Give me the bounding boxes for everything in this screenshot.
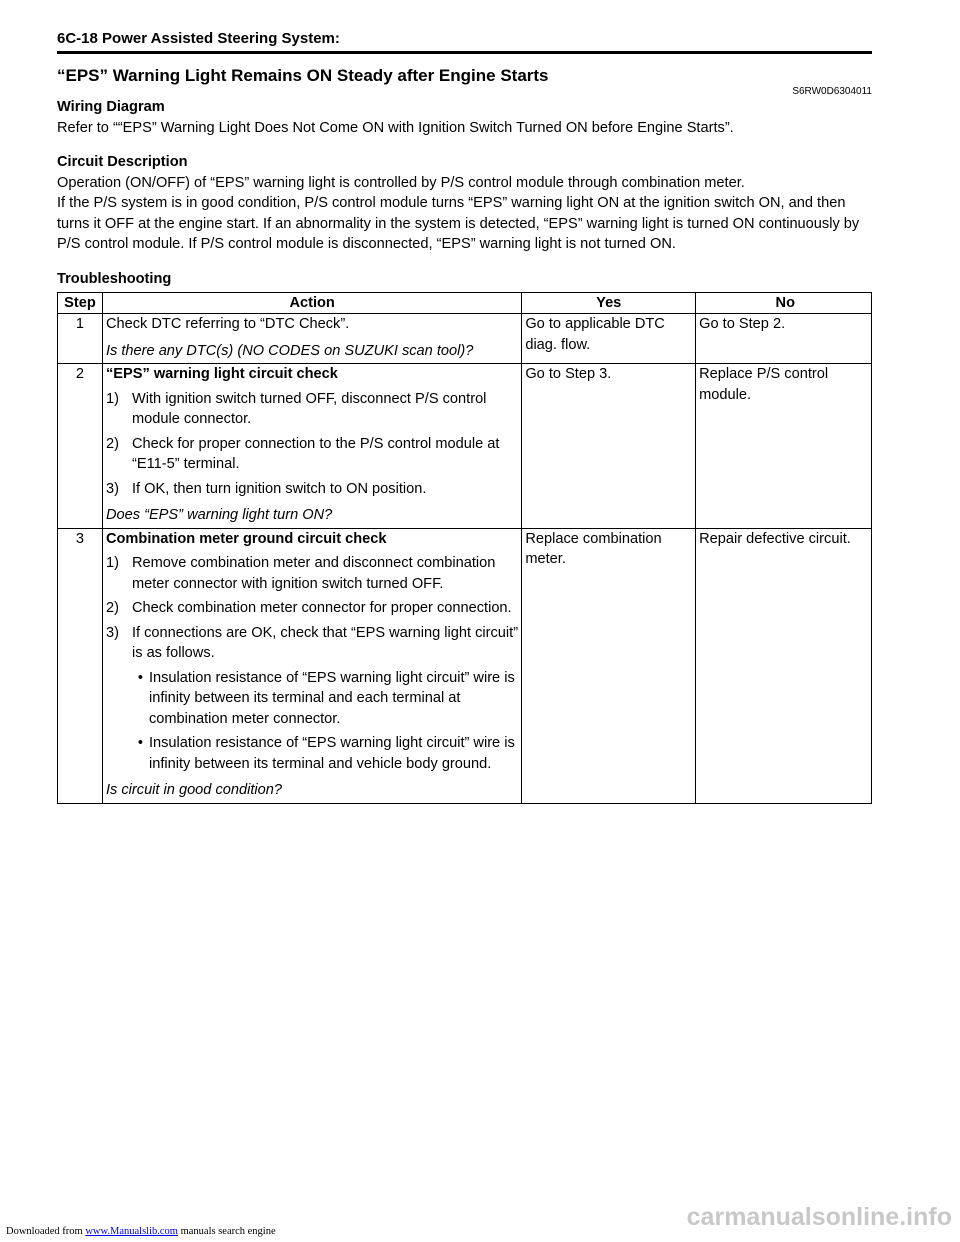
list-item: 3) If connections are OK, check that “EPS warning light circuit” is as follows. <box>105 624 519 661</box>
watermark: carmanualsonline.info <box>686 1203 952 1231</box>
wiring-text: Refer to ““EPS” Warning Light Does Not Come ON with Ignition Switch Turned ON before Engine Starts”. <box>57 119 734 136</box>
bullet-icon: • <box>137 735 144 751</box>
list-item: 2) Check for proper connection to the P/S control module at “E11-5” terminal. <box>105 435 500 472</box>
table-header-row <box>58 293 872 314</box>
action-question: Is there any DTC(s) (NO CODES on SUZUKI scan tool)? <box>105 342 474 359</box>
manualslib-link[interactable]: www.Manualslib.com <box>85 1226 178 1237</box>
list-item: 2) Check combination meter connector for proper connection. <box>105 600 512 616</box>
circuit-heading: Circuit Description <box>57 154 188 170</box>
step-number: 3 <box>58 528 103 803</box>
action-question: Does “EPS” warning light turn ON? <box>105 507 333 523</box>
action-cell <box>102 364 521 529</box>
yes-cell: Go to Step 3. <box>522 364 696 529</box>
intro-content <box>57 97 872 289</box>
action-title: Combination meter ground circuit check <box>105 530 387 547</box>
table-row <box>58 364 872 529</box>
action-cell <box>102 314 521 364</box>
action-title: Check DTC referring to “DTC Check”. <box>105 316 350 332</box>
footer-suffix: manuals search engine <box>177 1226 276 1237</box>
footer-prefix: Downloaded from <box>6 1226 86 1237</box>
action-title: “EPS” warning light circuit check <box>105 366 338 382</box>
troubleshooting-table <box>57 292 872 804</box>
table-row <box>58 528 872 803</box>
list-item: 3) If OK, then turn ignition switch to ON position. <box>105 480 427 497</box>
action-cell <box>102 528 521 803</box>
list-item: 1) Remove combination meter and disconnect combination meter connector with ignition switch turned OFF. <box>105 555 496 592</box>
column-header-no: No <box>696 293 872 314</box>
step-number: 1 <box>58 314 103 364</box>
column-header-yes: Yes <box>522 293 696 314</box>
bullet-item: • Insulation resistance of “EPS warning light circuit” wire is infinity between its terminal and vehicle body ground. <box>106 733 518 774</box>
step-number: 2 <box>58 364 103 529</box>
no-cell: Repair defective circuit. <box>696 528 872 803</box>
circuit-line: Operation (ON/OFF) of “EPS” warning light is controlled by P/S control module through combination meter. <box>57 174 745 191</box>
list-item: 1) With ignition switch turned OFF, disconnect P/S control module connector. <box>105 390 487 427</box>
wiring-heading: Wiring Diagram <box>57 99 165 115</box>
section-title: “EPS” Warning Light Remains ON Steady after Engine Starts <box>57 66 549 85</box>
column-header-step: Step <box>58 293 103 314</box>
circuit-line: If the P/S system is in good condition, P/S control module turns “EPS” warning light ON at the ignition switch ON, and then turns it OFF at the engine start. If an abnormality in the system is detected, “EPS” warning light is turned ON continuously by P/S control module. If P/S control module is disconnected, “EPS” warning light is not turned ON. <box>57 195 860 252</box>
header-rule <box>57 51 872 54</box>
no-cell: Replace P/S control module. <box>696 364 872 529</box>
table-row <box>58 314 872 364</box>
action-question: Is circuit in good condition? <box>105 782 283 798</box>
page-header: 6C-18 Power Assisted Steering System: <box>57 30 340 47</box>
column-header-action: Action <box>102 293 521 314</box>
bullet-item: • Insulation resistance of “EPS warning light circuit” wire is infinity between its terminal and each terminal at combination meter connector. <box>106 668 518 730</box>
troubleshooting-heading: Troubleshooting <box>57 270 172 287</box>
yes-cell: Go to applicable DTC diag. flow. <box>522 314 696 364</box>
no-cell: Go to Step 2. <box>696 314 872 364</box>
section-code: S6RW0D6304011 <box>792 86 872 97</box>
yes-cell: Replace combination meter. <box>522 528 696 803</box>
download-footer <box>6 1226 276 1237</box>
bullet-icon: • <box>137 669 144 686</box>
